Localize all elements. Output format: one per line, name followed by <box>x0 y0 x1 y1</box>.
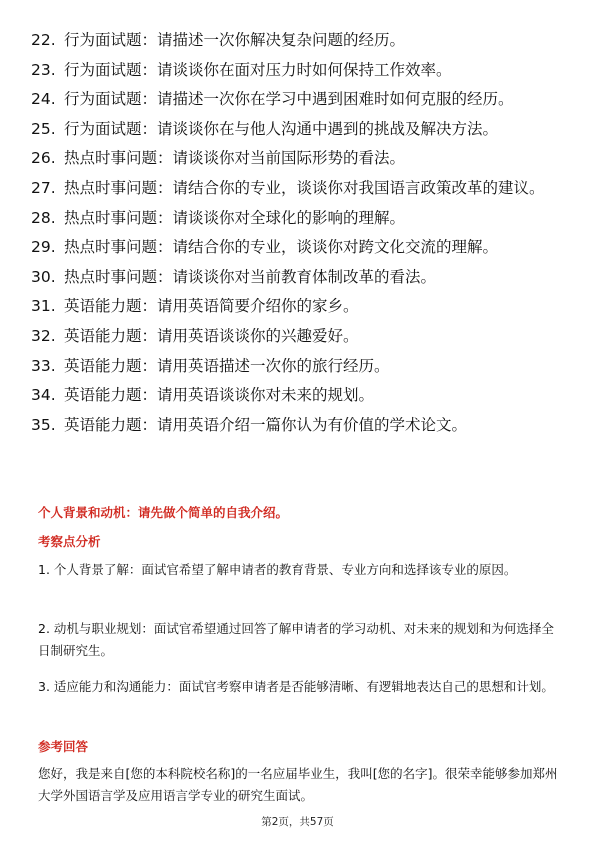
analysis-point-3: 3. 适应能力和沟通能力：面试官考察申请者是否能够清晰、有逻辑地表达自己的思想和计划。 <box>38 679 554 694</box>
item-text: 热点时事问题：请谈谈你对当前国际形势的看法。 <box>64 149 406 168</box>
list-item <box>31 413 561 437</box>
analysis-title: 考察点分析 <box>38 534 101 549</box>
item-text: 英语能力题：请用英语谈谈你的兴趣爱好。 <box>64 326 359 345</box>
item-number: 22. <box>31 31 56 49</box>
analysis-point-1: 1. 个人背景了解：面试官希望了解申请者的教育背景、专业方向和选择该专业的原因。 <box>38 562 517 577</box>
item-number: 26. <box>31 149 56 168</box>
item-text: 热点时事问题：请结合你的专业，谈谈你对我国语言政策改革的建议。 <box>64 178 545 197</box>
list-item <box>31 28 561 52</box>
item-text: 英语能力题：请用英语谈谈你对未来的规划。 <box>64 386 375 405</box>
page-footer: 第2页，共57页 <box>261 816 334 828</box>
list-item <box>31 87 561 111</box>
list-item <box>31 58 561 82</box>
item-text: 英语能力题：请用英语描述一次你的旅行经历。 <box>64 356 390 375</box>
list-item <box>31 117 561 141</box>
item-number: 27. <box>31 178 56 197</box>
analysis-point-2: 2. 动机与职业规划：面试官希望通过回答了解申请者的学习动机、对未来的规划和为何选择全日制研究生。 <box>38 621 554 658</box>
item-number: 33. <box>31 356 56 375</box>
item-text: 英语能力题：请用英语简要介绍你的家乡。 <box>64 297 359 316</box>
item-text: 热点时事问题：请谈谈你对全球化的影响的理解。 <box>64 208 406 227</box>
item-text: 热点时事问题：请结合你的专业，谈谈你对跨文化交流的理解。 <box>64 238 499 257</box>
section-heading: 个人背景和动机：请先做个简单的自我介绍。 <box>38 505 289 520</box>
item-number: 34. <box>31 386 56 405</box>
item-number: 28. <box>31 208 56 227</box>
item-text: 行为面试题：请谈谈你在面对压力时如何保持工作效率。 <box>64 60 452 79</box>
list-item <box>31 294 561 318</box>
item-number: 25. <box>31 119 56 138</box>
answer-text: 您好，我是来自[您的本科院校名称]的一名应届毕业生，我叫[您的名字]。很荣幸能够参加郑州大学外国语言学及应用语言学专业的研究生面试。 <box>38 766 558 803</box>
list-item <box>31 383 561 407</box>
list-item <box>31 265 561 289</box>
list-item <box>31 176 561 200</box>
item-number: 29. <box>31 238 56 257</box>
question-list <box>31 28 561 442</box>
list-item <box>31 235 561 259</box>
list-item <box>31 324 561 348</box>
item-text: 热点时事问题：请谈谈你对当前教育体制改革的看法。 <box>64 267 437 286</box>
item-number: 35. <box>31 415 56 434</box>
item-number: 24. <box>31 90 56 109</box>
item-text: 英语能力题：请用英语介绍一篇你认为有价值的学术论文。 <box>64 415 468 434</box>
list-item <box>31 354 561 378</box>
item-number: 23. <box>31 60 56 79</box>
item-text: 行为面试题：请描述一次你解决复杂问题的经历。 <box>64 31 406 49</box>
item-text: 行为面试题：请谈谈你在与他人沟通中遇到的挑战及解决方法。 <box>64 119 499 138</box>
item-text: 行为面试题：请描述一次你在学习中遇到困难时如何克服的经历。 <box>64 90 514 109</box>
item-number: 32. <box>31 326 56 345</box>
list-item <box>31 206 561 230</box>
list-item <box>31 146 561 170</box>
item-number: 31. <box>31 297 56 316</box>
answer-title: 参考回答 <box>38 739 89 754</box>
item-number: 30. <box>31 267 56 286</box>
